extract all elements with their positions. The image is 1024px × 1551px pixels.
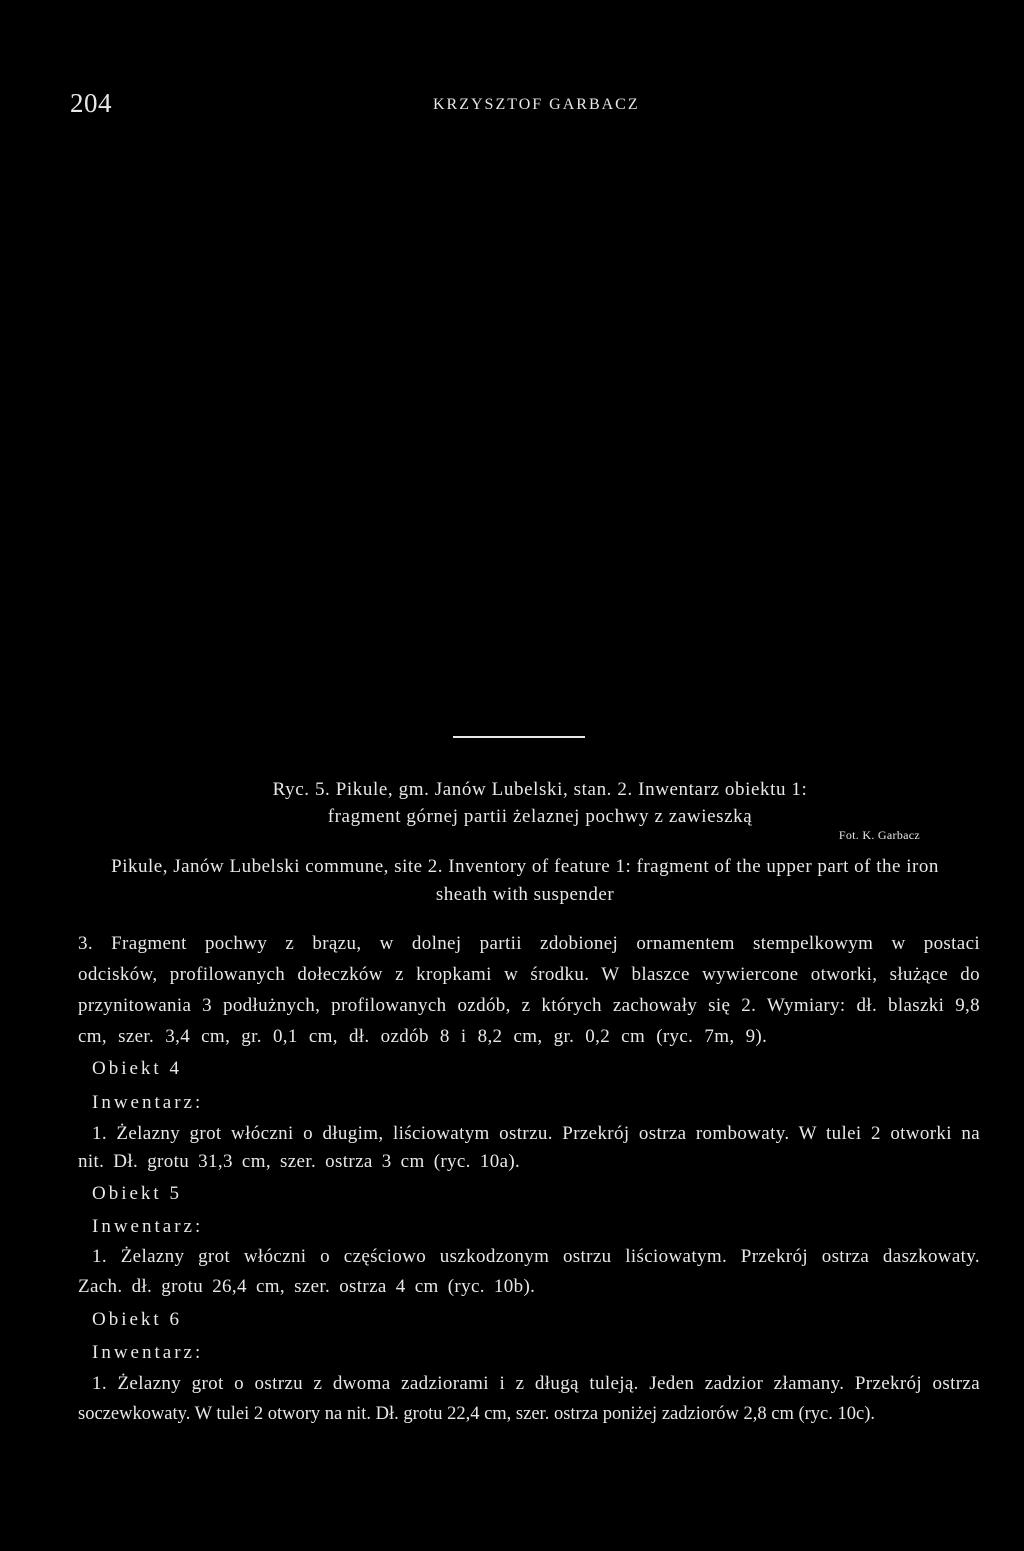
section-heading: Obiekt 4 xyxy=(92,1058,182,1079)
figure-caption-pl: Ryc. 5. Pikule, gm. Janów Lubelski, stan. 2. Inwentarz obiektu 1: xyxy=(272,779,808,800)
inventory-label: Inwentarz: xyxy=(92,1342,204,1363)
paragraph-line: soczewkowaty. W tulei 2 otwory na nit. Dł. grotu 22,4 cm, szer. ostrza poniżej zadziorów 2,8 cm (ryc. 10c). xyxy=(78,1404,875,1424)
figure-caption-en: sheath with suspender xyxy=(435,884,615,905)
paragraph-line: 1. Żelazny grot włóczni o częściowo uszkodzonym ostrzu liściowatym. Przekrój ostrza daszkowaty. xyxy=(92,1246,980,1267)
figure-photo xyxy=(70,150,980,725)
photo-credit: Fot. K. Garbacz xyxy=(838,828,920,842)
figure-divider xyxy=(453,736,585,738)
figure-caption-en: Pikule, Janów Lubelski commune, site 2. Inventory of feature 1: fragment of the upper part of the iron xyxy=(111,856,939,877)
section-heading: Obiekt 5 xyxy=(92,1183,182,1204)
paragraph-line: 1. Żelazny grot włóczni o długim, liściowatym ostrzu. Przekrój ostrza rombowaty. W tulei 2 otworki na xyxy=(92,1123,980,1144)
paragraph-line: 3. Fragment pochwy z brązu, w dolnej partii zdobionej ornamentem stempelkowym w postaci xyxy=(78,933,980,954)
paragraph-line: odcisków, profilowanych dołeczków z kropkami w środku. W blaszce wywiercone otworki, służące do xyxy=(78,964,980,985)
figure-caption-pl: fragment górnej partii żelaznej pochwy z zawieszką xyxy=(327,806,753,827)
paragraph-line: 1. Żelazny grot o ostrzu z dwoma zadziorami i z długą tuleją. Jeden zadzior złamany. Przekrój ostrza xyxy=(92,1373,980,1394)
section-heading: Obiekt 6 xyxy=(92,1309,182,1330)
paragraph-line: nit. Dł. grotu 31,3 cm, szer. ostrza 3 cm (ryc. 10a). xyxy=(78,1151,521,1172)
paragraph-line: cm, szer. 3,4 cm, gr. 0,1 cm, dł. ozdób 8 i 8,2 cm, gr. 0,2 cm (ryc. 7m, 9). xyxy=(78,1026,768,1047)
paragraph-line: Zach. dł. grotu 26,4 cm, szer. ostrza 4 cm (ryc. 10b). xyxy=(78,1276,536,1297)
inventory-label: Inwentarz: xyxy=(92,1092,204,1113)
paragraph-line: przynitowania 3 podłużnych, profilowanych ozdób, z których zachowały się 2. Wymiary: dł. blaszki 9,8 xyxy=(78,995,980,1016)
page-number: 204 xyxy=(70,88,112,118)
inventory-label: Inwentarz: xyxy=(92,1216,204,1237)
running-head: KRZYSZTOF GARBACZ xyxy=(433,96,640,113)
